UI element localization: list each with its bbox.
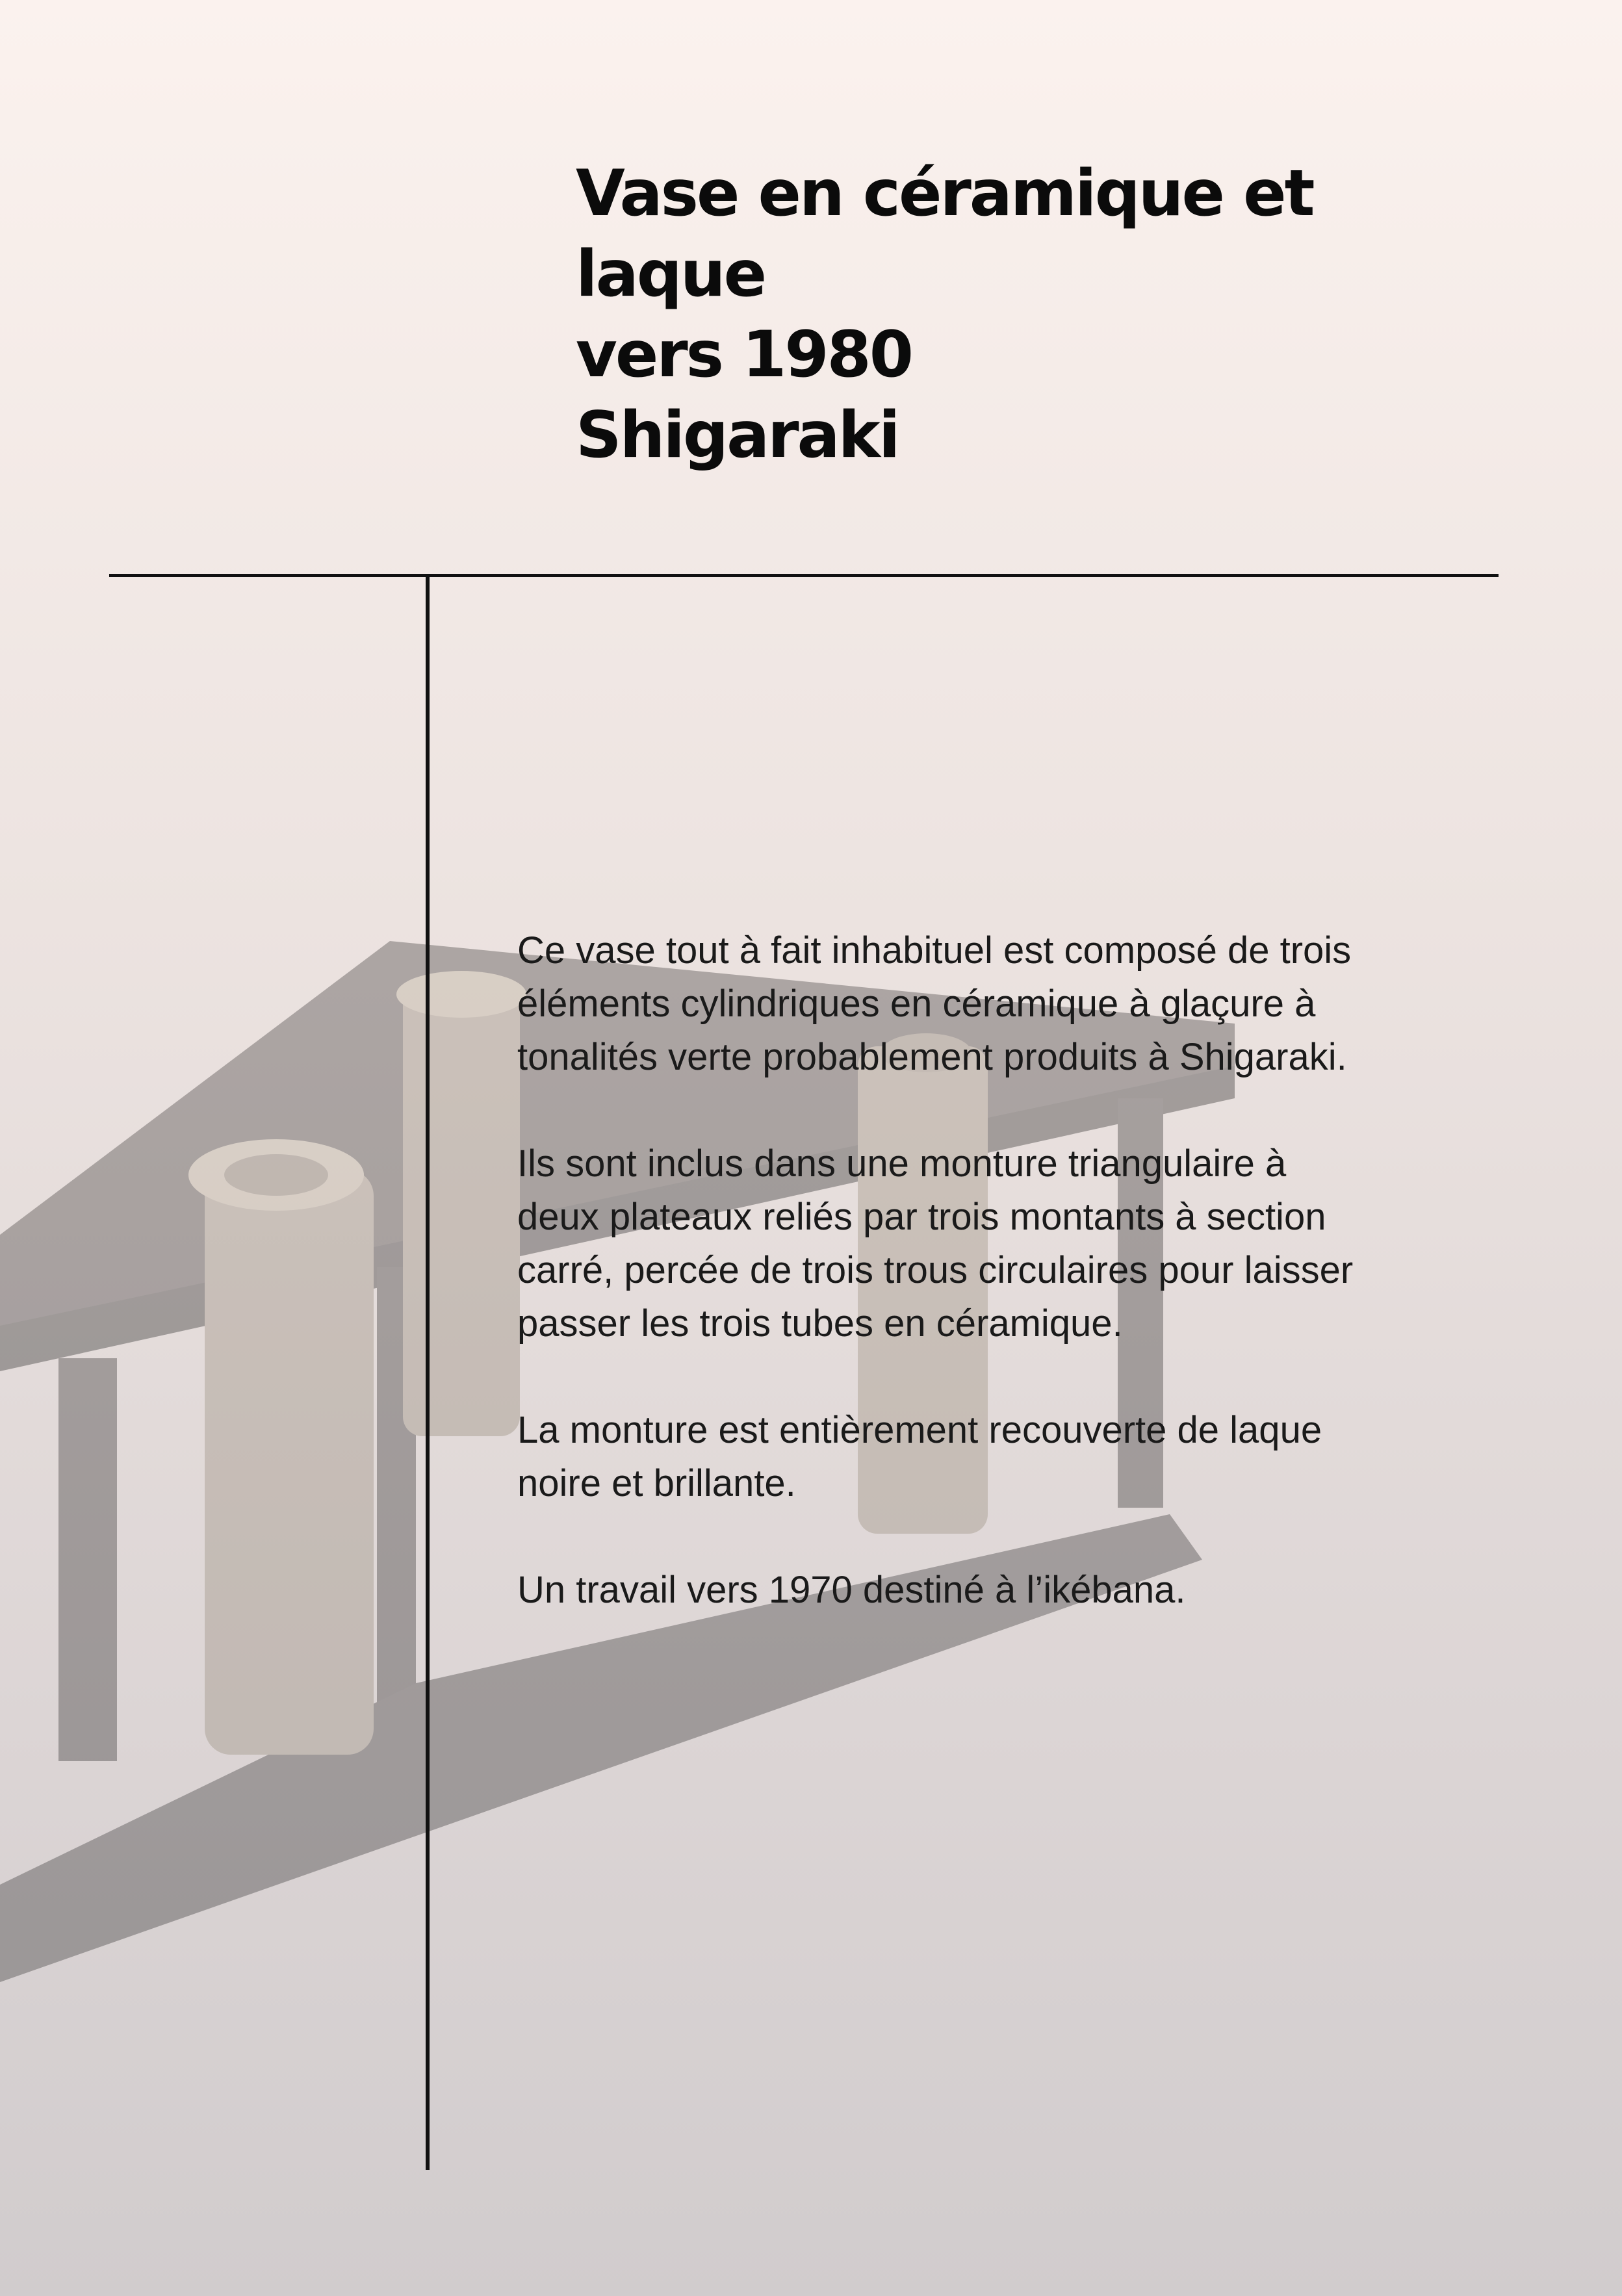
text-line: tonalités verte probablement produits à Shigaraki. (517, 1036, 1347, 1078)
text-line: éléments cylindriques en céramique à glaçure à (517, 983, 1316, 1025)
vertical-divider (426, 574, 430, 2170)
title-line: Vase en céramique et (576, 157, 1313, 231)
horizontal-divider (109, 574, 1499, 577)
document-title (576, 153, 1388, 476)
description-paragraph (517, 1137, 1531, 1350)
description-body (517, 924, 1531, 1670)
text-line: carré, percée de trois trous circulaires pour laisser (517, 1249, 1354, 1291)
description-paragraph (517, 1564, 1531, 1617)
title-line: laque (576, 237, 766, 311)
text-line: Un travail vers 1970 destiné à l’ikébana. (517, 1569, 1186, 1611)
description-paragraph (517, 1404, 1531, 1510)
text-line: Ce vase tout à fait inhabituel est composé de trois (517, 929, 1352, 972)
text-line: deux plateaux reliés par trois montants à section (517, 1196, 1326, 1238)
title-line: Shigaraki (576, 398, 899, 472)
title-line: vers 1980 (576, 318, 912, 392)
text-line: Ils sont inclus dans une monture triangulaire à (517, 1142, 1287, 1185)
text-line: noire et brillante. (517, 1462, 796, 1504)
text-line: La monture est entièrement recouverte de laque (517, 1409, 1322, 1451)
text-line: passer les trois tubes en céramique. (517, 1302, 1123, 1345)
description-paragraph (517, 924, 1531, 1084)
